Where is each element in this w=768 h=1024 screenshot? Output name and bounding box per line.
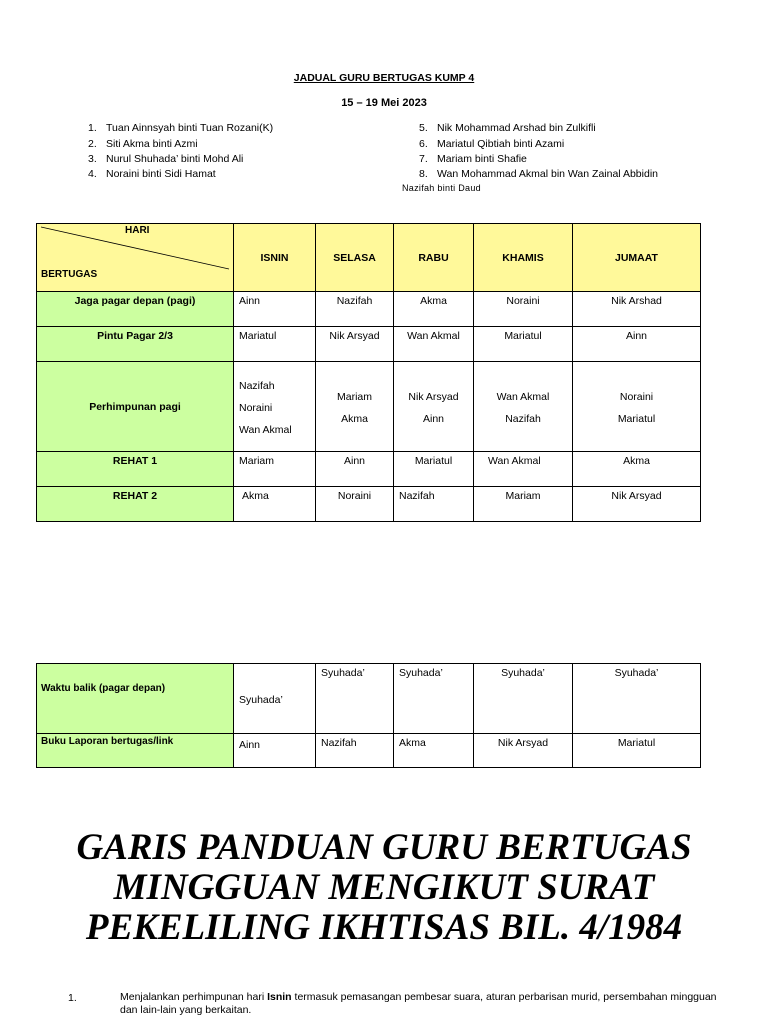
duty-cell: Nik Arshad: [573, 292, 701, 327]
duty-label: REHAT 1: [37, 452, 234, 487]
duty-cell: Mariatul: [234, 327, 316, 362]
duty-cell: Akma: [573, 452, 701, 487]
day-header: KHAMIS: [474, 224, 573, 292]
duty-cell: Syuhada’: [474, 664, 573, 734]
duty-label: Jaga pagar depan (pagi): [37, 292, 234, 327]
duty-cell: Ainn: [234, 292, 316, 327]
duty-name: Nazifah: [239, 380, 275, 392]
guideline-text: Menjalankan perhimpunan hari Isnin termasuk pemasangan pembesar suara, aturan perbarisan murid, persembahan mingguan dan lain-lain yang berkaitan.: [120, 991, 717, 1016]
duty-cell: [573, 362, 701, 452]
table-row: [37, 664, 701, 734]
duty-cell: Nazifah: [394, 487, 474, 522]
duty-schedule-table: [36, 223, 701, 522]
duty-cell: Akma: [234, 487, 316, 522]
day-header: JUMAAT: [573, 224, 701, 292]
duty-label: Pintu Pagar 2/3: [37, 327, 234, 362]
guidelines-heading-line: PEKELILING IKHTISAS BIL. 4/1984: [85, 907, 683, 948]
duty-cell: Akma: [394, 734, 474, 768]
teacher-list-item: 5. Nik Mohammad Arshad bin Zulkifli: [419, 122, 596, 134]
duty-cell: [234, 362, 316, 452]
day-header: ISNIN: [234, 224, 316, 292]
duty-name: Noraini: [239, 402, 273, 414]
duty-cell: Mariam: [234, 452, 316, 487]
document-title: JADUAL GURU BERTUGAS KUMP 4: [293, 72, 475, 84]
table-header-row: [37, 224, 701, 292]
duty-cell: Ainn: [316, 452, 394, 487]
duty-cell: Noraini: [316, 487, 394, 522]
guideline-number: 1.: [68, 992, 77, 1004]
duty-cell: Ainn: [573, 327, 701, 362]
duty-label: Buku Laporan bertugas/link: [37, 734, 234, 768]
duty-name: Akma: [341, 413, 368, 425]
duty-cell: Mariatul: [474, 327, 573, 362]
corner-label-bertugas: BERTUGAS: [41, 269, 98, 280]
duty-name: Mariatul: [617, 413, 656, 425]
duty-cell: [316, 362, 394, 452]
duty-name: Noraini: [619, 391, 654, 403]
document-date: 15 – 19 Mei 2023: [341, 97, 427, 109]
duty-label: Waktu balik (pagar depan): [37, 664, 234, 734]
guideline-day-emphasis: Isnin: [267, 991, 292, 1003]
teacher-list-item: 2. Siti Akma binti Azmi: [88, 138, 198, 150]
duty-cell: Mariam: [474, 487, 573, 522]
duty-cell: Syuhada’: [316, 664, 394, 734]
duty-cell: Nazifah: [316, 292, 394, 327]
duty-name: Wan Akmal: [496, 391, 550, 403]
duty-cell: Syuhada’: [394, 664, 474, 734]
duty-label: Perhimpunan pagi: [37, 362, 234, 452]
table-row: [37, 734, 701, 768]
teacher-list-item: 1. Tuan Ainnsyah binti Tuan Rozani(K): [88, 122, 274, 134]
extra-teacher-name: Nazifah binti Daud: [402, 183, 481, 193]
duty-cell: Syuhada’: [573, 664, 701, 734]
duty-cell: Nik Arsyad: [474, 734, 573, 768]
duty-label: REHAT 2: [37, 487, 234, 522]
teacher-list-item: 6. Mariatul Qibtiah binti Azami: [419, 138, 565, 150]
table-row: [37, 452, 701, 487]
day-header: RABU: [394, 224, 474, 292]
duty-cell: [394, 362, 474, 452]
afternoon-duty-table: [36, 663, 701, 768]
corner-label-hari: HARI: [125, 225, 150, 236]
duty-cell: Syuhada’: [234, 664, 316, 734]
teacher-list-item: 3. Nurul Shuhada’ binti Mohd Ali: [88, 153, 244, 165]
duty-name: Mariam: [336, 391, 372, 403]
duty-name: Wan Akmal: [239, 424, 292, 436]
duty-cell: Mariatul: [394, 452, 474, 487]
guidelines-heading: [0, 828, 768, 948]
duty-cell: Ainn: [234, 734, 316, 768]
duty-cell: Nik Arsyad: [573, 487, 701, 522]
duty-name: Nazifah: [505, 413, 541, 425]
teacher-list-item: 4. Noraini binti Sidi Hamat: [88, 168, 216, 180]
day-header: SELASA: [316, 224, 394, 292]
duty-name: Ainn: [422, 413, 444, 425]
teacher-list-item: 8. Wan Mohammad Akmal bin Wan Zainal Abbidin: [419, 168, 658, 180]
corner-header-cell: [37, 224, 234, 292]
duty-cell: Akma: [394, 292, 474, 327]
table-row: [37, 362, 701, 452]
duty-cell: Mariatul: [573, 734, 701, 768]
duty-cell: Nazifah: [316, 734, 394, 768]
duty-cell: Nik Arsyad: [316, 327, 394, 362]
table-row: [37, 487, 701, 522]
duty-cell: Wan Akmal: [474, 452, 573, 487]
duty-cell: Wan Akmal: [394, 327, 474, 362]
duty-cell: Noraini: [474, 292, 573, 327]
duty-cell: [474, 362, 573, 452]
teacher-list-item: 7. Mariam binti Shafie: [419, 153, 527, 165]
guidelines-heading-line: MINGGUAN MENGIKUT SURAT: [113, 867, 655, 908]
table-row: [37, 327, 701, 362]
duty-name: Nik Arsyad: [408, 391, 459, 403]
table-row: [37, 292, 701, 327]
guidelines-heading-line: GARIS PANDUAN GURU BERTUGAS: [76, 827, 692, 868]
